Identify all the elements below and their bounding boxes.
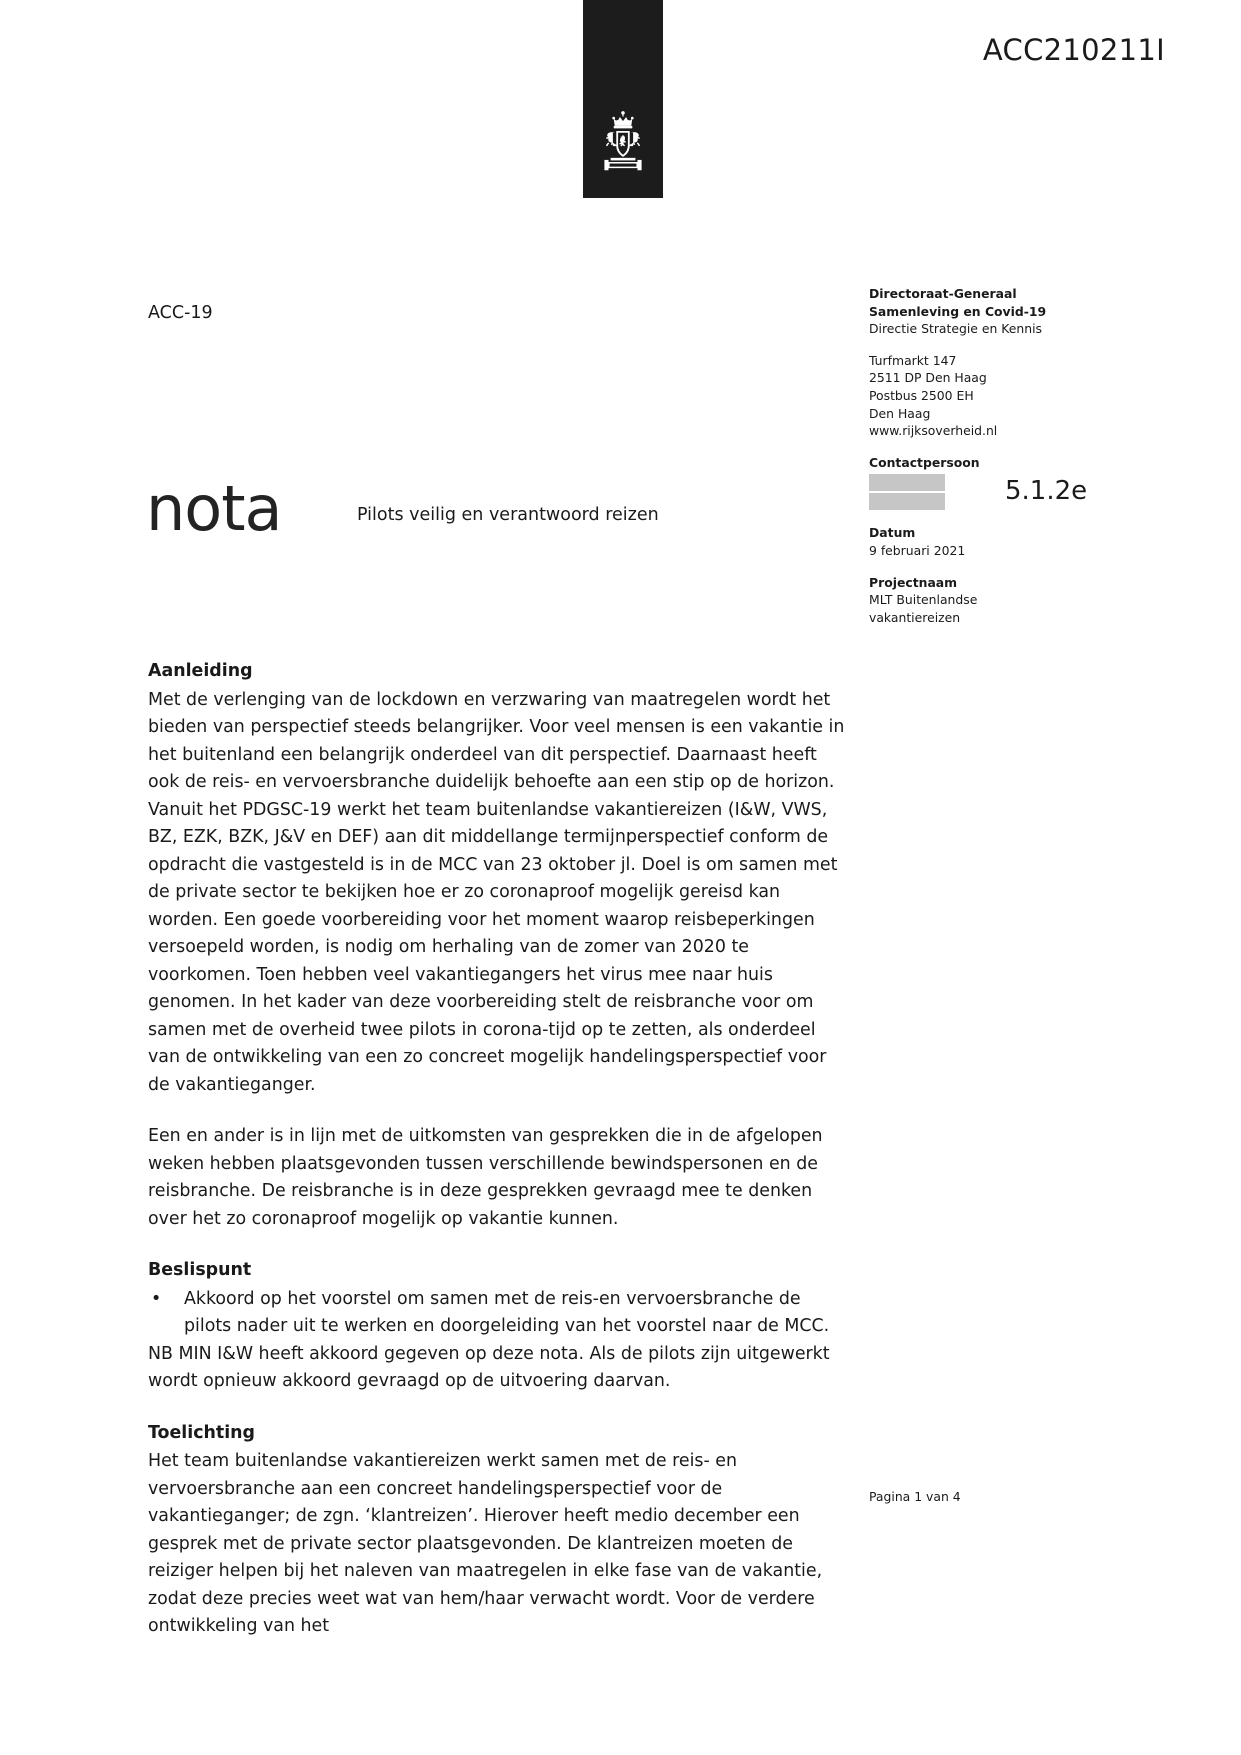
date-block	[869, 524, 1069, 559]
address-postbus: Postbus 2500 EH	[869, 388, 974, 404]
contact-block	[869, 454, 1088, 511]
address-postcode-city: 2511 DP Den Haag	[869, 370, 987, 386]
address-street: Turfmarkt 147	[869, 352, 957, 368]
contact-label: Contactpersoon	[869, 454, 980, 470]
list-item	[148, 1286, 848, 1341]
date-value: 9 februari 2021	[869, 543, 966, 559]
organisation-line-3: Directie Strategie en Kennis	[869, 321, 1043, 337]
nota-wordmark: nota	[146, 472, 282, 545]
project-label: Projectnaam	[869, 574, 958, 590]
paragraph-aanleiding: Met de verlenging van de lockdown en verzwaring van maatregelen wordt het bieden van perspectief steeds belangrijker. Voor veel mensen is een vakantie in het buitenland een belangrijk onderdeel van dit perspectief. Daarnaast heeft ook de reis- en vervoersbranche duidelijk behoefte aan een stip op de horizon. Vanuit het PDGSC-19 werkt het team buitenlandse vakantiereizen (I&W, VWS, BZ, EZK, BZK, J&V en DEF) aan dit middellange termijnperspectief conform de opdracht die vastgesteld is in de MCC van 23 oktober jl. Doel is om samen met de private sector te bekijken hoe er zo coronaproof mogelijk gereisd kan worden. Een goede voorbereiding voor het moment waarop reisbeperkingen versoepeld worden, is nodig om herhaling van de zomer van 2020 te voorkomen. Toen hebben veel vakantiegangers het virus mee naar huis genomen. In het kader van deze voorbereiding stelt de reisbranche voor om samen met de overheid twee pilots in corona-tijd op te zetten, als onderdeel van de ontwikkeling van een zo concreet mogelijk handelingsperspectief voor de vakantieganger.	[148, 689, 845, 1095]
paragraph-spacer	[148, 1099, 848, 1123]
date-label: Datum	[869, 525, 916, 541]
bullet-icon: •	[151, 1288, 162, 1309]
address-website[interactable]: www.rijksoverheid.nl	[869, 423, 998, 439]
organisation-line-1: Directoraat-Generaal	[869, 286, 1017, 301]
acc-reference-label: ACC-19	[148, 303, 213, 323]
redaction-bar-contact-detail	[869, 493, 945, 510]
paragraph-gesprekken: Een en ander is in lijn met de uitkomsten van gesprekken die in de afgelopen weken hebben plaatsgevonden tussen verschillende bewindspersonen en de reisbranche. De reisbranche is in deze gesprekken gevraagd mee te denken over het zo coronaproof mogelijk op vakantie kunnen.	[148, 1126, 823, 1229]
sender-info-sidebar	[869, 285, 1088, 627]
address-block	[869, 352, 1069, 440]
netherlands-coat-of-arms-icon	[592, 108, 654, 186]
paragraph-spacer	[148, 1396, 848, 1420]
redaction-bar-contact-name	[869, 474, 945, 491]
organisation-line-2: Samenleving en Covid-19	[869, 303, 1047, 319]
page-footer: Pagina 1 van 4	[869, 1489, 961, 1504]
document-subject: Pilots veilig en verantwoord reizen	[357, 505, 659, 525]
section-heading-beslispunt: Beslispunt	[148, 1260, 252, 1280]
project-block	[869, 574, 1069, 627]
project-name-line-1: MLT Buitenlandse	[869, 592, 978, 608]
project-name-line-2: vakantiereizen	[869, 609, 961, 625]
section-heading-aanleiding: Aanleiding	[148, 661, 253, 681]
redaction-code-label: 5.1.2e	[1005, 476, 1088, 506]
beslispunt-list	[148, 1286, 848, 1341]
organisation-block	[869, 285, 1069, 338]
government-logo-band	[583, 0, 663, 198]
paragraph-nb: NB MIN I&W heeft akkoord gegeven op deze nota. Als de pilots zijn uitgewerkt wordt opnieuw akkoord gevraagd op de uitvoering daarvan.	[148, 1343, 830, 1391]
address-city: Den Haag	[869, 405, 931, 421]
document-body	[148, 658, 848, 1641]
list-item-text: Akkoord op het voorstel om samen met de reis-en vervoersbranche de pilots nader uit te werken en doorgeleiding van het voorstel naar de MCC.	[184, 1288, 830, 1336]
paragraph-toelichting: Het team buitenlandse vakantiereizen werkt samen met de reis- en vervoersbranche aan een concreet handelingsperspectief voor de vakantieganger; de zgn. ‘klantreizen’. Hierover heeft medio december een gesprek met de private sector plaatsgevonden. De klantreizen moeten de reiziger helpen bij het naleven van maatregelen in elke fase van de vakantie, zodat deze precies weet wat van hem/haar verwacht wordt. Voor de verdere ontwikkeling van het	[148, 1451, 823, 1636]
document-id: ACC210211I	[982, 33, 1165, 67]
paragraph-spacer	[148, 1233, 848, 1257]
section-heading-toelichting: Toelichting	[148, 1422, 256, 1443]
